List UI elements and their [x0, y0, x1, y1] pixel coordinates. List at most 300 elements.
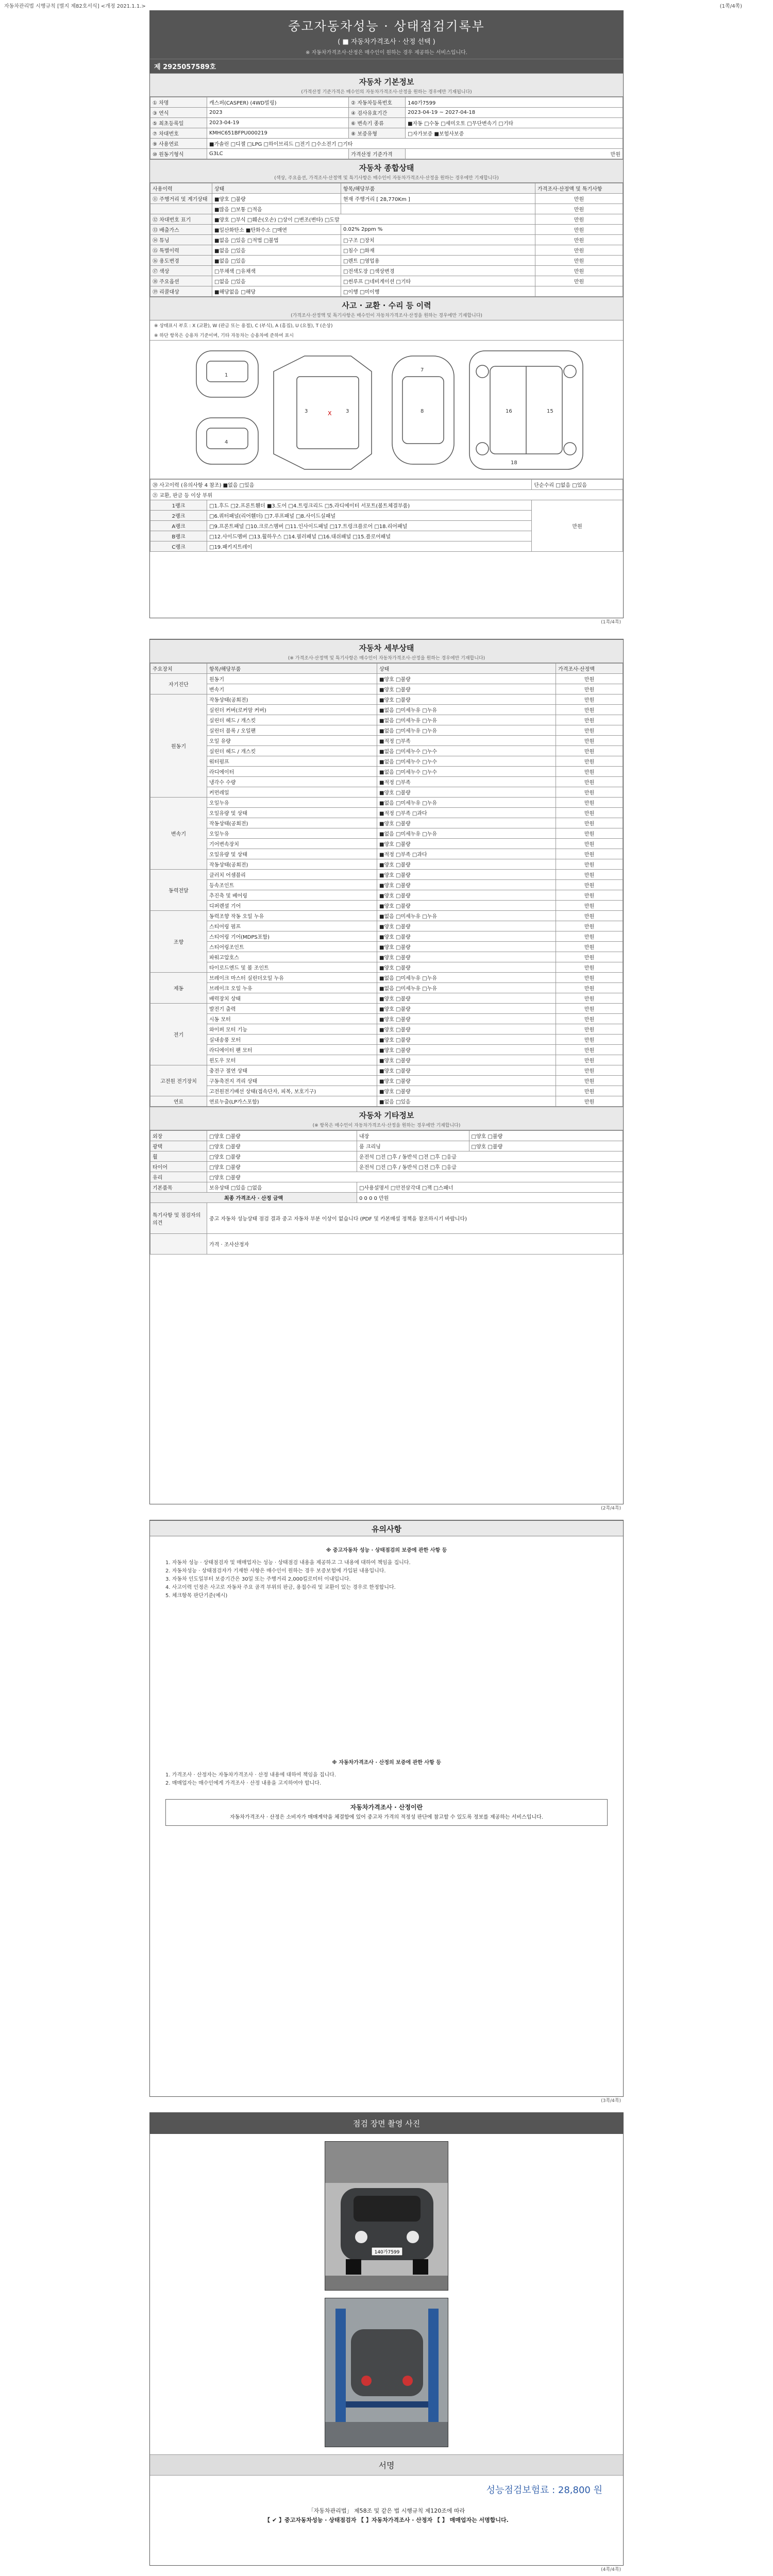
- table-header-row: [150, 664, 623, 674]
- table-row: [150, 705, 623, 715]
- legal-footer: [150, 2503, 623, 2530]
- value: 캐스퍼(CASPER) (4WD빌링): [207, 97, 349, 108]
- price: 만원: [535, 235, 623, 245]
- table-row: [150, 694, 623, 705]
- item: ⑱ 주요옵션: [150, 276, 212, 286]
- section-subtitle: (※ 가격조사·산정액 및 특기사항은 매수인이 자동차가격조사·산정을 원하는 경우에만 기재합니다): [288, 656, 485, 661]
- table-row: [150, 962, 623, 973]
- column-header: 가격조사·산정액: [556, 664, 623, 674]
- item: ⑬ 배출가스: [150, 225, 212, 235]
- part-name: 등속조인트: [207, 880, 377, 890]
- part-state: ■양호 □불량: [377, 931, 556, 942]
- part-name: 스티어링 기어(MDPS포함): [207, 931, 377, 942]
- detail: 현재 주행거리 [ 28,770Km ]: [341, 194, 535, 204]
- table-row: [150, 139, 623, 149]
- notes-subheading: ※ 중고자동차 성능 · 상태점검의 보증에 관한 사항 등: [326, 1548, 447, 1553]
- value: 2023-04-19: [207, 118, 349, 128]
- table-row: [150, 736, 623, 746]
- label: ⑤ 최초등록일: [150, 118, 207, 128]
- page-indicator: (1쪽/4쪽): [719, 4, 742, 9]
- part-state: ■양호 □불량: [377, 1086, 556, 1096]
- part-state: ■양호 □불량: [377, 1076, 556, 1086]
- detail: 0.02% 2ppm %: [341, 225, 535, 235]
- part-state: ■양호 □불량: [377, 1065, 556, 1076]
- part-state: ■양호 □불량: [377, 1045, 556, 1055]
- price: 만원: [556, 746, 623, 756]
- page-number: (3쪽/4쪽): [601, 2098, 621, 2104]
- price: 만원: [535, 214, 623, 225]
- price: 만원: [556, 1055, 623, 1065]
- part-name: 라디에이터: [207, 767, 377, 777]
- note-item: 1. 가격조사 · 산정자는 자동차가격조사 · 산정 내용에 대하여 책임을 집니다.: [165, 1772, 337, 1778]
- part-name: 작동상태(공회전): [207, 818, 377, 828]
- part-name: 구동축전지 격리 상태: [207, 1076, 377, 1086]
- table-row: [150, 983, 623, 993]
- price: 만원: [556, 767, 623, 777]
- price: 만원: [556, 818, 623, 828]
- part-state: ■없음 □있음: [377, 1096, 556, 1107]
- state: □없음 □있음: [212, 276, 341, 286]
- section-subtitle: (가격산정 기준가격은 매수인의 자동차가격조사·산정을 원하는 경우에만 기재됩니다): [301, 90, 472, 95]
- rank-items: □9.프론트패널 □10.크로스멤버 □11.인사이드패널 □17.트렁크플로어 □18.리어패널: [207, 521, 532, 531]
- section-subtitle: (색상, 주요옵션, 가격조사·산정액 및 특기사항은 매수인이 자동차가격조사·산정을 원하는 경우에만 기재합니다): [274, 176, 499, 181]
- price: 만원: [556, 798, 623, 808]
- table-row: [150, 480, 623, 490]
- price: 만원: [556, 952, 623, 962]
- part-state: ■양호 □불량: [377, 952, 556, 962]
- value: G3LC: [207, 149, 349, 159]
- table-row: [150, 715, 623, 725]
- item: ⑭ 튜닝: [150, 235, 212, 245]
- label: ② 자동차등록번호: [349, 97, 406, 108]
- price: 만원: [556, 725, 623, 736]
- section-title: 사고 · 교환 · 수리 등 이력: [342, 301, 431, 310]
- part-name: 작동상태(공회전): [207, 694, 377, 705]
- item: 운전석 □전 □후 / 동반석 □전 □후 □응급: [357, 1151, 623, 1162]
- abnormal-parts-label: ㉑ 교환, 판금 등 이상 부위: [150, 490, 623, 500]
- accident-heading: [150, 297, 623, 320]
- column-header: 상태: [377, 664, 556, 674]
- table-row: [150, 97, 623, 108]
- price: 만원: [556, 870, 623, 880]
- item: 외장: [150, 1131, 207, 1141]
- part-state: ■적정 □부족: [377, 777, 556, 787]
- item: [150, 204, 212, 214]
- page-number: (4쪽/4쪽): [601, 2567, 621, 2572]
- price: 만원: [532, 500, 623, 552]
- table-row: [150, 798, 623, 808]
- part-state: ■양호 □불량: [377, 1014, 556, 1024]
- part-name: 오일누유: [207, 798, 377, 808]
- table-row: [150, 787, 623, 798]
- table-row: [150, 828, 623, 839]
- detail: □침수 □화재: [341, 245, 535, 256]
- price: 만원: [535, 204, 623, 214]
- price: 만원: [556, 694, 623, 705]
- svg-text:1: 1: [225, 372, 228, 378]
- device-group: 전기: [150, 1004, 207, 1065]
- part-name: 브레이크 마스터 실린더오일 누유: [207, 973, 377, 983]
- table-row: [150, 839, 623, 849]
- svg-text:18: 18: [511, 460, 517, 466]
- other-info-heading: [150, 1107, 623, 1130]
- price: 만원: [535, 194, 623, 204]
- part-name: 오일 유량: [207, 736, 377, 746]
- section-title: 자동차 세부상태: [359, 643, 414, 653]
- part-state: ■없음 □미세누유 □누유: [377, 983, 556, 993]
- table-row: [150, 993, 623, 1004]
- status-legend: ※ 상태표시 부호 : X (교환), W (판금 또는 용접), C (부식), A (흠집), U (요철), T (손상): [154, 324, 333, 329]
- price: 만원: [556, 808, 623, 818]
- item: ⑯ 용도변경: [150, 256, 212, 266]
- car-outline-diagram: [150, 341, 623, 480]
- price: 만원: [556, 736, 623, 746]
- label: ⑨ 사용연료: [150, 139, 207, 149]
- state: □양호 □불량: [207, 1141, 357, 1151]
- section-subtitle: (※ 항목은 매수인이 자동차가격조사·산정을 원하는 경우에만 기재합니다): [312, 1123, 461, 1128]
- price: 만원: [556, 890, 623, 901]
- part-name: 발전기 출력: [207, 1004, 377, 1014]
- table-row: [150, 818, 623, 828]
- part-name: 스티어링조인트: [207, 942, 377, 952]
- notes-heading: [150, 1520, 623, 1536]
- part-state: ■양호 □불량: [377, 1024, 556, 1035]
- table-row: [150, 1131, 623, 1141]
- part-name: 원동기: [207, 674, 377, 684]
- part-state: ■양호 □불량: [377, 1055, 556, 1065]
- price: 만원: [535, 256, 623, 266]
- price: 만원: [535, 276, 623, 286]
- device-group: 원동기: [150, 694, 207, 798]
- price: 만원: [556, 715, 623, 725]
- state: ■없음 □있음: [212, 256, 341, 266]
- box-text: 자동차가격조사 · 산정은 소비자가 매매계약을 체결함에 있어 중고차 가격의 적정성 판단에 참고할 수 있도록 정보를 제공하는 서비스입니다.: [230, 1815, 543, 1820]
- table-row: [150, 500, 623, 511]
- note-item: 2. 자동차성능 · 상태점검자가 기재한 사항은 매수인이 원하는 경우 보증보험에 가입된 내용입니다.: [165, 1568, 386, 1574]
- part-state: ■양호 □불량: [377, 870, 556, 880]
- table-row: [150, 149, 623, 159]
- part-state: ■양호 □불량: [377, 962, 556, 973]
- rank: A랭크: [150, 521, 207, 531]
- label: ① 차명: [150, 97, 207, 108]
- price: 만원: [556, 787, 623, 798]
- table-row: [150, 225, 623, 235]
- part-name: 커먼레일: [207, 787, 377, 798]
- table-row: [150, 746, 623, 756]
- table-row: [150, 859, 623, 870]
- page-4: [149, 2112, 624, 2572]
- part-state: ■없음 □미세누유 □누유: [377, 973, 556, 983]
- inspection-photo-rear: [325, 2298, 448, 2447]
- table-row: [150, 256, 623, 266]
- device-group: 자기진단: [150, 674, 207, 694]
- notes-body: [150, 1536, 623, 1794]
- part-state: ■양호 □불량: [377, 787, 556, 798]
- table-row: [150, 767, 623, 777]
- price: 만원: [556, 942, 623, 952]
- price: 만원: [556, 839, 623, 849]
- table-row: [150, 276, 623, 286]
- note-item: 2. 매매업자는 매수인에게 가격조사 · 산정 내용을 고지하여야 합니다.: [165, 1781, 322, 1786]
- state: ■없음 □있음 □적법 □불법: [212, 235, 341, 245]
- table-row: [150, 235, 623, 245]
- part-name: 클러치 어셈블리: [207, 870, 377, 880]
- part-state: ■양호 □불량: [377, 890, 556, 901]
- table-row: [150, 1172, 623, 1182]
- item: 광택: [150, 1141, 207, 1151]
- photo-heading: 점검 장면 촬영 사진: [150, 2113, 623, 2134]
- part-state: ■없음 □미세누유 □누유: [377, 828, 556, 839]
- price: 만원: [556, 1004, 623, 1014]
- part-state: ■양호 □불량: [377, 880, 556, 890]
- device-group: 연료: [150, 1096, 207, 1107]
- table-row: [150, 725, 623, 736]
- page-number: (1쪽/4쪽): [601, 620, 621, 625]
- rank-items: □6.쿼터패널(리어휀더) □7.루프패널 □8.사이드실패널: [207, 511, 532, 521]
- table-row: [150, 490, 623, 500]
- note-item: 4. 사고이력 인정은 사고로 자동차 주요 골격 부위의 판금, 용접수리 및 교환이 있는 경우로 한정합니다.: [165, 1585, 396, 1590]
- final-price-label: 최종 가격조사 · 산정 금액: [150, 1193, 357, 1203]
- table-row: [150, 128, 623, 139]
- part-name: 동력조향 작동 오일 누유: [207, 911, 377, 921]
- item: 타이어: [150, 1162, 207, 1172]
- part-state: ■양호 □불량: [377, 839, 556, 849]
- rank: 2랭크: [150, 511, 207, 521]
- part-state: ■양호 □불량: [377, 1035, 556, 1045]
- device-group: 고전원 전기장치: [150, 1065, 207, 1096]
- svg-text:4: 4: [225, 439, 228, 445]
- value: 2023: [207, 108, 349, 118]
- section-title: 자동차 기타정보: [359, 1111, 414, 1120]
- state: ■없음 □있음: [212, 245, 341, 256]
- column-header: 항목/해당부품: [341, 183, 535, 194]
- box-title: 자동차가격조사 · 산정이란: [350, 1804, 423, 1811]
- footer-line: 「자동차관리법」 제58조 및 같은 법 시행규칙 제120조에 따라: [308, 2507, 465, 2514]
- table-row: [150, 901, 623, 911]
- part-name: 기어변속장치: [207, 839, 377, 849]
- table-row: [150, 1055, 623, 1065]
- table-row: [150, 194, 623, 204]
- part-state: ■양호 □불량: [377, 993, 556, 1004]
- table-row: [150, 880, 623, 890]
- state: □양호 □불량: [207, 1131, 357, 1141]
- part-state: ■적정 □부족: [377, 736, 556, 746]
- general-status-table: [150, 183, 623, 297]
- part-state: ■없음 □미세누수 □누수: [377, 767, 556, 777]
- part-name: 실린더 헤드 / 개스킷: [207, 746, 377, 756]
- detail: □썬루프 □네비게이션 □기타: [341, 276, 535, 286]
- price: 만원: [556, 674, 623, 684]
- price: 만원: [556, 756, 623, 767]
- footer-line: 【 ✔ 】중고자동차성능 · 상태점검자 【 】자동차가격조사 · 산정자 【 】 매매업자는 서명합니다.: [264, 2517, 509, 2523]
- note-item: 3. 자동차 인도일부터 보증기간은 30일 또는 주행거리 2,000킬로미터 이내입니다.: [165, 1577, 351, 1582]
- item: ⑲ 리콜대상: [150, 286, 212, 297]
- column-header: 사용이력: [150, 183, 212, 194]
- rank: B랭크: [150, 531, 207, 541]
- label: ③ 연식: [150, 108, 207, 118]
- part-name: 변속기: [207, 684, 377, 694]
- table-row: [150, 1182, 623, 1193]
- svg-text:7: 7: [421, 367, 424, 373]
- price: 만원: [535, 245, 623, 256]
- part-state: ■양호 □불량: [377, 818, 556, 828]
- detail: □전색도장 □색상변경: [341, 266, 535, 276]
- part-name: 디퍼렌셜 기어: [207, 901, 377, 911]
- state: ■많음 □보통 □적음: [212, 204, 341, 214]
- section-title: 유의사항: [372, 1524, 401, 1534]
- part-name: 워터펌프: [207, 756, 377, 767]
- part-name: 브레이크 오일 누유: [207, 983, 377, 993]
- page-number: (2쪽/4쪽): [601, 1506, 621, 1511]
- price: 만원: [556, 880, 623, 890]
- rank: 1랭크: [150, 500, 207, 511]
- page-3: [149, 1520, 624, 2104]
- table-row: [150, 286, 623, 297]
- item: 룸 크리닝: [357, 1141, 469, 1151]
- price: 만원: [556, 911, 623, 921]
- table-row: [150, 1234, 623, 1255]
- part-name: 타이로드엔드 및 볼 조인트: [207, 962, 377, 973]
- part-name: 오일유량 및 상태: [207, 849, 377, 859]
- item: ⑫ 차대번호 표기: [150, 214, 212, 225]
- part-state: ■양호 □불량: [377, 942, 556, 952]
- state: □무채색 □유채색: [212, 266, 341, 276]
- part-name: 오일누유: [207, 828, 377, 839]
- part-name: 실린더 커버(로커암 커버): [207, 705, 377, 715]
- document-title: 중고자동차성능 · 상태점검기록부: [288, 19, 485, 33]
- table-row: [150, 911, 623, 921]
- part-state: ■없음 □미세누수 □누수: [377, 746, 556, 756]
- price: 만원: [556, 962, 623, 973]
- vehicle-damage-diagram: [150, 340, 623, 479]
- detail: □렌트 □영업용: [341, 256, 535, 266]
- detail: [341, 204, 535, 214]
- table-row: [150, 1086, 623, 1096]
- state: 보유상태 □있음 □없음: [207, 1182, 357, 1193]
- price: 만원: [556, 1014, 623, 1024]
- part-name: 냉각수 수량: [207, 777, 377, 787]
- price: 만원: [556, 705, 623, 715]
- page-1: [149, 10, 624, 625]
- part-name: 충전구 절연 상태: [207, 1065, 377, 1076]
- label: ⑦ 차대번호: [150, 128, 207, 139]
- table-row: [150, 931, 623, 942]
- state: □양호 □불량: [469, 1141, 623, 1151]
- table-row: [150, 245, 623, 256]
- part-name: 시동 모터: [207, 1014, 377, 1024]
- simple-repair: 단순수리 □없음 □있음: [532, 480, 623, 490]
- damage-mark: X: [328, 410, 332, 417]
- table-row: [150, 1024, 623, 1035]
- column-header: 상태: [212, 183, 341, 194]
- license-plate: 140가7599: [374, 2250, 400, 2255]
- table-row: [150, 777, 623, 787]
- part-state: ■양호 □불량: [377, 859, 556, 870]
- table-row: [150, 108, 623, 118]
- table-row: [150, 756, 623, 767]
- price: 만원: [556, 859, 623, 870]
- value: ■가솔린 □디젤 □LPG □하이브리드 □전기 □수소전기 □기타: [207, 139, 623, 149]
- value: □자가보증 ■보험사보증: [406, 128, 623, 139]
- page-2: [149, 639, 624, 1511]
- appraiser-label: 가격 · 조사산정자: [207, 1234, 623, 1255]
- table-row: [150, 674, 623, 684]
- svg-text:8: 8: [421, 409, 424, 414]
- table-row: [150, 214, 623, 225]
- price: 만원: [556, 849, 623, 859]
- detail-heading: [150, 639, 623, 663]
- price: 만원: [556, 828, 623, 839]
- price: 만원: [556, 1096, 623, 1107]
- price: 만원: [535, 266, 623, 276]
- column-header: 항목/해당부품: [207, 664, 377, 674]
- label: ⑥ 변속기 종류: [349, 118, 406, 128]
- part-state: ■양호 □불량: [377, 674, 556, 684]
- item: 유리: [150, 1172, 207, 1182]
- accident-history: ⑳ 사고이력 (유의사항 4 참조) ■없음 □있음: [150, 480, 532, 490]
- table-row: [150, 921, 623, 931]
- value: 2023-04-19 ~ 2027-04-18: [406, 108, 623, 118]
- section-subtitle: (가격조사·산정액 및 특기사항은 매수인이 자동차가격조사·산정을 원하는 경우에만 기재합니다): [291, 313, 482, 318]
- appraisal-info-box: [165, 1799, 608, 1826]
- item: ⑮ 특별이력: [150, 245, 212, 256]
- form-reference: 자동차관리법 시행규칙 [별지 제82호서식] <개정 2021.1.1.>: [4, 4, 146, 9]
- final-price-value: 0 0 0 0 만원: [357, 1193, 623, 1203]
- section-title: 자동차 기본정보: [359, 77, 414, 87]
- part-state: ■양호 □불량: [377, 1004, 556, 1014]
- device-group: 제동: [150, 973, 207, 1004]
- table-row: [150, 1045, 623, 1055]
- rank: C랭크: [150, 541, 207, 552]
- state: □양호 □불량: [207, 1162, 357, 1172]
- part-name: 파워고압호스: [207, 952, 377, 962]
- table-row: [150, 973, 623, 983]
- document-header: [150, 11, 623, 59]
- price: 만원: [556, 1035, 623, 1045]
- table-row: [150, 1162, 623, 1172]
- price: 만원: [556, 931, 623, 942]
- note-item: 5. 체크항목 판단기준(예시): [165, 1593, 228, 1599]
- price: 만원: [556, 1024, 623, 1035]
- table-row: [150, 266, 623, 276]
- price: 만원: [556, 684, 623, 694]
- part-state: ■양호 □불량: [377, 901, 556, 911]
- document-subtitle: ( ■ 자동차가격조사 · 산정 선택 ): [338, 38, 435, 46]
- special-notes-text: 중고 자동차 성능상태 점검 결과 중고 자동차 부분 이상이 없습니다 (PDF 및 카본매설 정책을 참조하시기 바랍니다): [207, 1203, 623, 1234]
- table-row: [150, 942, 623, 952]
- device-group: 동력전달: [150, 870, 207, 911]
- svg-text:3: 3: [305, 409, 308, 414]
- part-name: 스티어링 펌프: [207, 921, 377, 931]
- table-row: [150, 118, 623, 128]
- part-state: ■양호 □불량: [377, 921, 556, 931]
- table-row: [150, 808, 623, 818]
- part-state: ■없음 □미세누유 □누유: [377, 798, 556, 808]
- value: ■자동 □수동 □세미오토 □무단변속기 □기타: [406, 118, 623, 128]
- state: □양호 □불량: [469, 1131, 623, 1141]
- detail: □구조 □장치: [341, 235, 535, 245]
- item: 운전석 □전 □후 / 동반석 □전 □후 □응급: [357, 1162, 623, 1172]
- value: 140가7599: [406, 97, 623, 108]
- rank-items: □12.사이드멤버 □13.휠하우스 □14.필러패널 □16.대쉬패널 □15.플로어패널: [207, 531, 532, 541]
- price: 만원: [556, 983, 623, 993]
- detail-status-table: [150, 663, 623, 1107]
- price: 만원: [556, 1065, 623, 1076]
- label: 가격산정 기준가격: [349, 149, 406, 159]
- table-row: [150, 890, 623, 901]
- part-state: ■없음 □미세누유 □누유: [377, 715, 556, 725]
- part-name: 작동상태(공회전): [207, 859, 377, 870]
